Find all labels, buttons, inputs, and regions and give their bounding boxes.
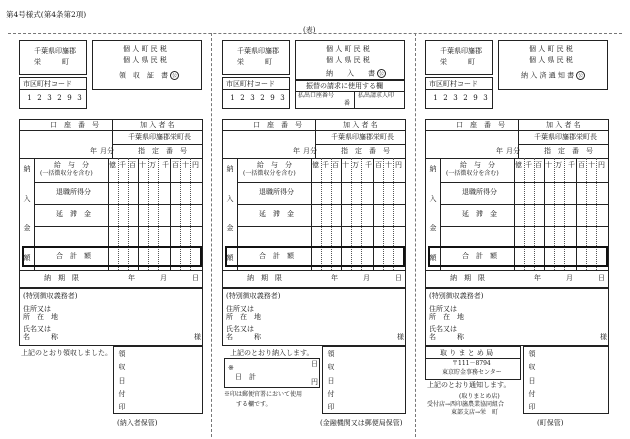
notified-text: 上記のとおり通知します。 [427, 381, 511, 389]
name-label: 名 称 [226, 333, 261, 341]
receipt-date-stamp: 領 収 日 付 印 [528, 350, 536, 411]
subscriber-name-label: 加 入 者 名 [343, 121, 378, 129]
year-label: 年 [496, 147, 503, 155]
arrears-label: 延 滞 金 [462, 210, 497, 218]
address-label: 所 在 地 [23, 313, 58, 321]
digit-unit: 万 [555, 161, 562, 169]
name-label: 名 称 [23, 333, 58, 341]
city-code-box [19, 77, 87, 109]
receipt-date-stamp: 領 収 日 付 印 [327, 350, 335, 411]
side-label: (表) [303, 26, 316, 34]
arrears-label: 延 滞 金 [259, 210, 294, 218]
pref-town-line1: 千葉県印旛郡 [237, 47, 279, 55]
pref-town-line2: 栄 町 [440, 58, 475, 66]
honorific: 様 [397, 333, 404, 341]
top-dashed-rule [8, 33, 622, 34]
honorific: 様 [600, 333, 607, 341]
footer-label: (町保管) [537, 419, 564, 427]
form-number: 第4号様式(第4条第2項) [6, 10, 87, 19]
retirement-label: 退職所得分 [56, 188, 91, 196]
due-date-label: 納 期 限 [450, 274, 485, 282]
salary-label: 給 与 分 [460, 161, 495, 169]
receiving-office-box [425, 346, 521, 380]
due-year: 年 [331, 274, 338, 282]
amount-vertical-label: 納 入 金 額 [23, 165, 31, 262]
salary-sub: (一括徴収分を含む) [40, 170, 93, 177]
receipt-stamp-box [113, 346, 203, 414]
retirement-label: 退職所得分 [462, 188, 497, 196]
collecting-label: (取りまとめ店) [459, 393, 500, 400]
pref-town-line1: 千葉県印旛郡 [34, 47, 76, 55]
address-label: 住所又は [429, 305, 457, 313]
due-day: 日 [192, 274, 199, 282]
digit-unit: 百 [578, 161, 585, 169]
city-code-digit: 2 [37, 94, 42, 102]
digit-unit: 円 [192, 161, 199, 169]
month-label: 月分 [100, 147, 114, 155]
yen-label: 円 [311, 378, 318, 386]
total-label: 合 計 額 [259, 252, 294, 260]
municipality-box [19, 40, 87, 75]
address-label: 所 在 地 [429, 313, 464, 321]
digit-unit: 千 [525, 161, 532, 169]
public-stamp: 公 [378, 71, 384, 77]
salary-label: 給 与 分 [257, 161, 292, 169]
pref-town-line2: 栄 町 [34, 58, 69, 66]
digit-unit: 十 [182, 161, 189, 169]
amount-vertical-label: 納 入 金 額 [226, 165, 234, 262]
digit-unit: 千 [162, 161, 169, 169]
daily-total-box [224, 358, 320, 388]
city-code-digit: 3 [280, 94, 285, 102]
city-code-label: 市区町村コード [429, 80, 478, 88]
account-number-label: 口 座 番 号 [456, 121, 505, 129]
receipt-stamp-box [322, 346, 406, 414]
honorific: 様 [194, 333, 201, 341]
city-code-box [425, 77, 493, 109]
receiving-office-label: 取 り ま と め 局 [440, 349, 494, 357]
salary-sub: (一括徴収分を含む) [243, 170, 296, 177]
receipt-date-stamp: 領 収 日 付 印 [118, 350, 126, 411]
transfer-account-label: 払出口座番号 [298, 92, 335, 99]
city-code-digit: 3 [453, 94, 458, 102]
designated-number-label: 指 定 番 号 [544, 147, 593, 155]
account-number-label: 口 座 番 号 [50, 121, 99, 129]
salary-sub: (一括徴収分を含む) [446, 170, 499, 177]
due-month: 月 [566, 274, 573, 282]
bank-line1: 受付店→西印旛農業協同組合 [427, 401, 505, 408]
note-line1: ※印は郵便官署において使用 [224, 391, 303, 398]
payment-slip-column [222, 40, 409, 435]
tax-line2: 個 人 県 民 税 [529, 56, 573, 64]
paid-text: 上記のとおり納入します。 [230, 349, 314, 357]
total-row-highlight [428, 246, 608, 267]
total-row-highlight [22, 246, 202, 267]
digit-unit: 百 [172, 161, 179, 169]
bank-line2: 東部支店→栄 町 [451, 409, 499, 416]
month-label: 月分 [506, 147, 520, 155]
name-label: 氏名又は [429, 325, 457, 333]
ban-label: 番 [344, 100, 351, 107]
tax-line1: 個 人 町 民 税 [529, 45, 573, 53]
due-month: 月 [160, 274, 167, 282]
subscriber-name: 千葉県印旛郡栄町長 [331, 133, 394, 141]
digit-unit: 千 [568, 161, 575, 169]
digit-unit: 万 [352, 161, 359, 169]
column-divider [211, 33, 212, 437]
due-date-label: 納 期 限 [247, 274, 282, 282]
total-row-highlight [225, 246, 405, 267]
digit-unit: 十 [139, 161, 146, 169]
retirement-label: 退職所得分 [259, 188, 294, 196]
city-code-digit: 9 [270, 94, 275, 102]
footer-label: (金融機関又は郵便局保管) [320, 419, 403, 427]
withholder-label: (特別徴収義務者) [23, 292, 78, 300]
digit-unit: 百 [129, 161, 136, 169]
digit-unit: 十 [588, 161, 595, 169]
digit-unit: 円 [598, 161, 605, 169]
tax-title-box [295, 40, 405, 80]
day-label: 日 [311, 360, 318, 368]
tax-line2: 個 人 県 民 税 [326, 56, 370, 64]
city-code-digit: 2 [260, 94, 265, 102]
footer-label: (納入者保管) [117, 419, 158, 427]
salary-label: 給 与 分 [54, 161, 89, 169]
public-stamp: 公 [171, 73, 177, 79]
note-line2: する欄です。 [236, 401, 272, 408]
digit-unit: 円 [395, 161, 402, 169]
digit-unit: 十 [545, 161, 552, 169]
name-label: 氏名又は [23, 325, 51, 333]
digit-unit: 十 [342, 161, 349, 169]
city-code-digit: 3 [250, 94, 255, 102]
amount-vertical-label: 納 入 金 額 [429, 165, 437, 262]
city-code-digit: 2 [240, 94, 245, 102]
city-code-digit: 1 [27, 94, 32, 102]
year-label: 年 [293, 147, 300, 155]
city-code-digit: 2 [57, 94, 62, 102]
used-when-label: 振替の請求に使用する欄 [306, 82, 383, 90]
subscriber-name: 千葉県印旛郡栄町長 [534, 133, 597, 141]
address-label: 住所又は [23, 305, 51, 313]
city-code-label: 市区町村コード [226, 80, 275, 88]
due-year: 年 [534, 274, 541, 282]
transfer-box [295, 80, 405, 109]
digit-unit: 億 [109, 161, 116, 169]
due-month: 月 [363, 274, 370, 282]
postal-code: 〒111－8794 [452, 360, 491, 367]
withholder-label: (特別徴収義務者) [429, 292, 484, 300]
digit-unit: 百 [332, 161, 339, 169]
digit-unit: 千 [365, 161, 372, 169]
withholder-box [425, 288, 609, 346]
tax-line2: 個 人 県 民 税 [123, 56, 167, 64]
digit-unit: 百 [535, 161, 542, 169]
payment-table [19, 119, 203, 288]
due-year: 年 [128, 274, 135, 282]
tax-title-box [498, 40, 608, 90]
year-label: 年 [90, 147, 97, 155]
transfer-request-label: 払出請求人印 [358, 92, 395, 99]
daily-total-label: 日 計 [235, 373, 256, 381]
due-date-label: 納 期 限 [44, 274, 79, 282]
city-code-digit: 3 [47, 94, 52, 102]
name-label: 氏名又は [226, 325, 254, 333]
city-code-digit: 3 [77, 94, 82, 102]
month-label: 月分 [303, 147, 317, 155]
tax-title-box [92, 40, 202, 90]
digit-unit: 十 [385, 161, 392, 169]
total-label: 合 計 額 [462, 252, 497, 260]
city-code-digit: 3 [483, 94, 488, 102]
payment-table [222, 119, 406, 288]
digit-unit: 万 [149, 161, 156, 169]
withholder-box [222, 288, 406, 346]
arrears-label: 延 滞 金 [56, 210, 91, 218]
digit-unit: 千 [322, 161, 329, 169]
doc-title: 領 収 証 書 公 [119, 71, 177, 80]
digit-unit: 億 [312, 161, 319, 169]
subscriber-name-label: 加 入 者 名 [140, 121, 175, 129]
city-code-digit: 1 [230, 94, 235, 102]
receipt-column [19, 40, 206, 435]
digit-unit: 千 [119, 161, 126, 169]
municipality-box [222, 40, 290, 75]
address-label: 所 在 地 [226, 313, 261, 321]
office-name: 東京貯金事務センター [442, 369, 502, 376]
receipt-stamp-box [523, 346, 609, 414]
name-label: 名 称 [429, 333, 464, 341]
due-day: 日 [598, 274, 605, 282]
payment-table [425, 119, 609, 288]
subscriber-name: 千葉県印旛郡栄町長 [128, 133, 191, 141]
tax-line1: 個 人 町 民 税 [326, 45, 370, 53]
city-code-digit: 1 [433, 94, 438, 102]
doc-title: 納 入 済 通 知 書 公 [521, 71, 584, 80]
subscriber-name-label: 加 入 者 名 [546, 121, 581, 129]
digit-unit: 億 [515, 161, 522, 169]
doc-title: 納 入 書 公 [326, 69, 384, 78]
city-code-box [222, 77, 290, 109]
city-code-digit: 9 [67, 94, 72, 102]
address-label: 住所又は [226, 305, 254, 313]
designated-number-label: 指 定 番 号 [341, 147, 390, 155]
notice-column [425, 40, 612, 435]
city-code-digit: 2 [443, 94, 448, 102]
received-text: 上記のとおり領収しました。 [21, 349, 112, 357]
city-code-digit: 9 [473, 94, 478, 102]
kome-mark: ※ [228, 364, 234, 372]
total-label: 合 計 額 [56, 252, 91, 260]
withholder-box [19, 288, 203, 346]
city-code-digit: 2 [463, 94, 468, 102]
withholder-label: (特別徴収義務者) [226, 292, 281, 300]
account-number-label: 口 座 番 号 [253, 121, 302, 129]
due-day: 日 [395, 274, 402, 282]
tax-line1: 個 人 町 民 税 [123, 45, 167, 53]
designated-number-label: 指 定 番 号 [138, 147, 187, 155]
public-stamp: 公 [578, 73, 584, 79]
city-code-label: 市区町村コード [23, 80, 72, 88]
column-divider [415, 33, 416, 437]
municipality-box [425, 40, 493, 75]
pref-town-line1: 千葉県印旛郡 [440, 47, 482, 55]
pref-town-line2: 栄 町 [237, 58, 272, 66]
digit-unit: 百 [375, 161, 382, 169]
